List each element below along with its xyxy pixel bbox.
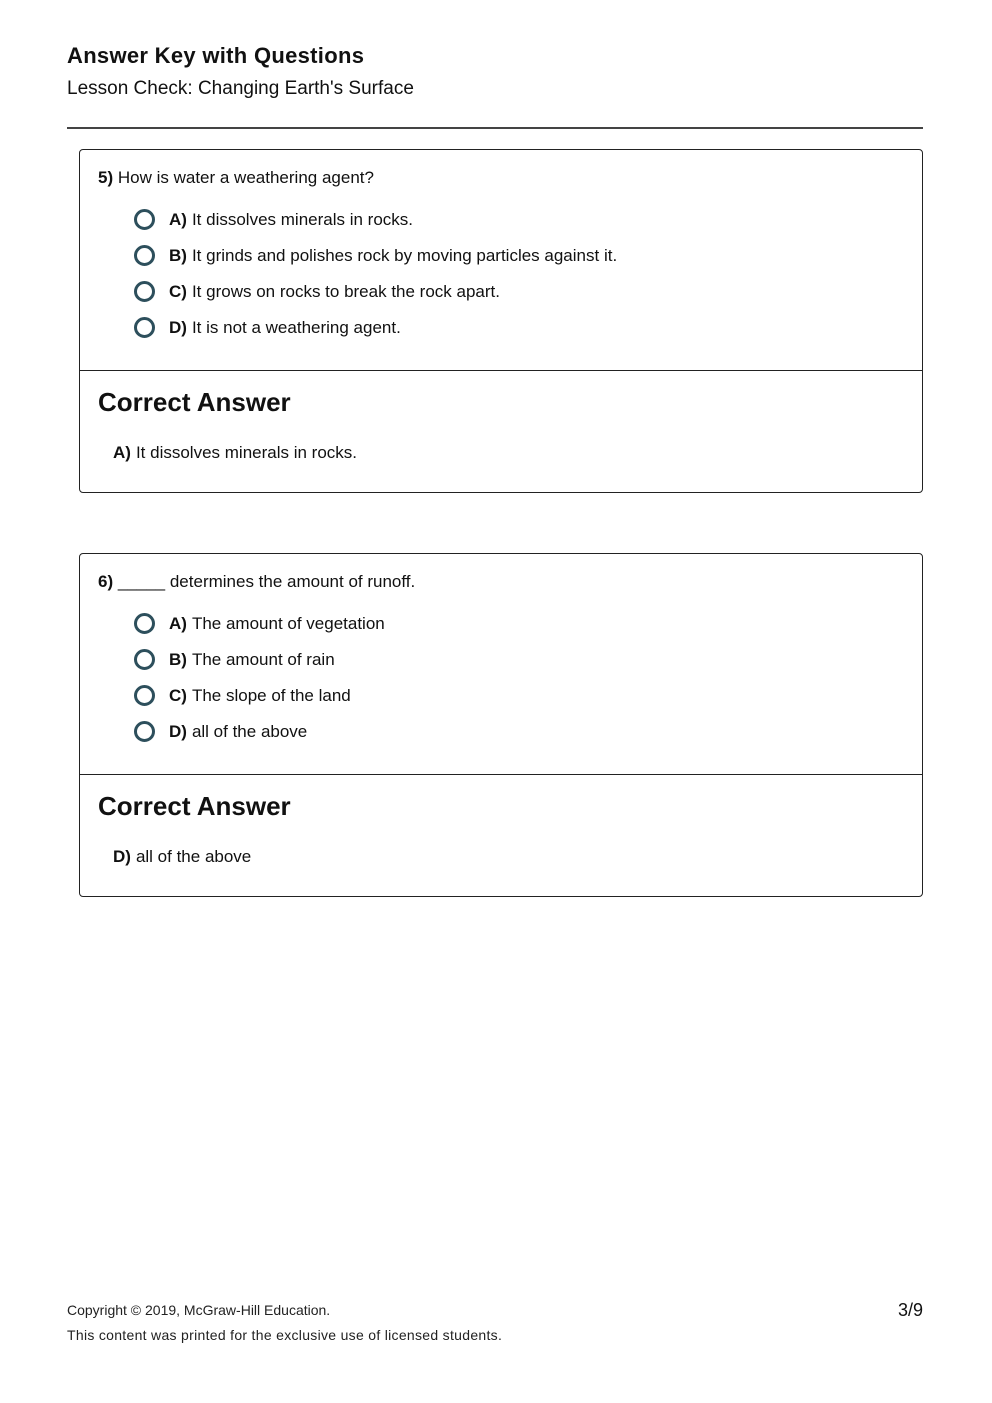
radio-icon[interactable] bbox=[134, 317, 155, 338]
answer-label: D) bbox=[113, 847, 131, 866]
option-text: It grows on rocks to break the rock apart. bbox=[191, 281, 500, 301]
correct-answer-heading: Correct Answer bbox=[98, 791, 291, 821]
option-label: D) bbox=[169, 721, 187, 741]
option-a[interactable] bbox=[134, 209, 413, 230]
option-text: The amount of rain bbox=[191, 649, 335, 669]
option-label: C) bbox=[169, 281, 187, 301]
option-c[interactable] bbox=[134, 685, 351, 706]
question-text bbox=[98, 168, 374, 188]
answer-text: It dissolves minerals in rocks. bbox=[135, 443, 358, 462]
correct-answer bbox=[113, 847, 251, 867]
correct-answer-heading: Correct Answer bbox=[98, 387, 291, 417]
question-number: 6) bbox=[98, 572, 114, 591]
option-text: It grinds and polishes rock by moving particles against it. bbox=[191, 245, 618, 265]
question-section bbox=[80, 554, 922, 775]
correct-answer bbox=[113, 443, 357, 463]
option-label: C) bbox=[169, 685, 187, 705]
answer-label: A) bbox=[113, 443, 131, 462]
option-label: A) bbox=[169, 209, 187, 229]
option-text: It is not a weathering agent. bbox=[191, 317, 401, 337]
question-card-6 bbox=[79, 553, 923, 897]
question-number: 5) bbox=[98, 168, 114, 187]
radio-icon[interactable] bbox=[134, 721, 155, 742]
radio-icon[interactable] bbox=[134, 649, 155, 670]
radio-icon[interactable] bbox=[134, 613, 155, 634]
question-text bbox=[98, 572, 415, 592]
option-label: D) bbox=[169, 317, 187, 337]
page-number: 3/9 bbox=[897, 1300, 923, 1320]
option-b[interactable] bbox=[134, 245, 617, 266]
option-d[interactable] bbox=[134, 317, 401, 338]
radio-icon[interactable] bbox=[134, 245, 155, 266]
option-text: all of the above bbox=[191, 721, 308, 741]
option-label: B) bbox=[169, 245, 187, 265]
option-d[interactable] bbox=[134, 721, 307, 742]
radio-icon[interactable] bbox=[134, 281, 155, 302]
radio-icon[interactable] bbox=[134, 685, 155, 706]
option-text: It dissolves minerals in rocks. bbox=[191, 209, 414, 229]
question-section bbox=[80, 150, 922, 371]
radio-icon[interactable] bbox=[134, 209, 155, 230]
lesson-subtitle: Lesson Check: Changing Earth's Surface bbox=[67, 78, 414, 99]
option-text: The slope of the land bbox=[191, 685, 351, 705]
question-card-5 bbox=[79, 149, 923, 493]
option-text: The amount of vegetation bbox=[191, 613, 385, 633]
option-a[interactable] bbox=[134, 613, 385, 634]
option-label: B) bbox=[169, 649, 187, 669]
document-title: Answer Key with Questions bbox=[67, 43, 365, 68]
question-prompt: _____ determines the amount of runoff. bbox=[117, 572, 416, 591]
header-divider bbox=[67, 127, 923, 129]
license-notice: This content was printed for the exclusive use of licensed students. bbox=[67, 1327, 503, 1343]
option-label: A) bbox=[169, 613, 187, 633]
question-prompt: How is water a weathering agent? bbox=[117, 168, 374, 187]
copyright-notice: Copyright © 2019, McGraw-Hill Education. bbox=[67, 1302, 331, 1318]
answer-text: all of the above bbox=[135, 847, 252, 866]
option-b[interactable] bbox=[134, 649, 335, 670]
option-c[interactable] bbox=[134, 281, 500, 302]
